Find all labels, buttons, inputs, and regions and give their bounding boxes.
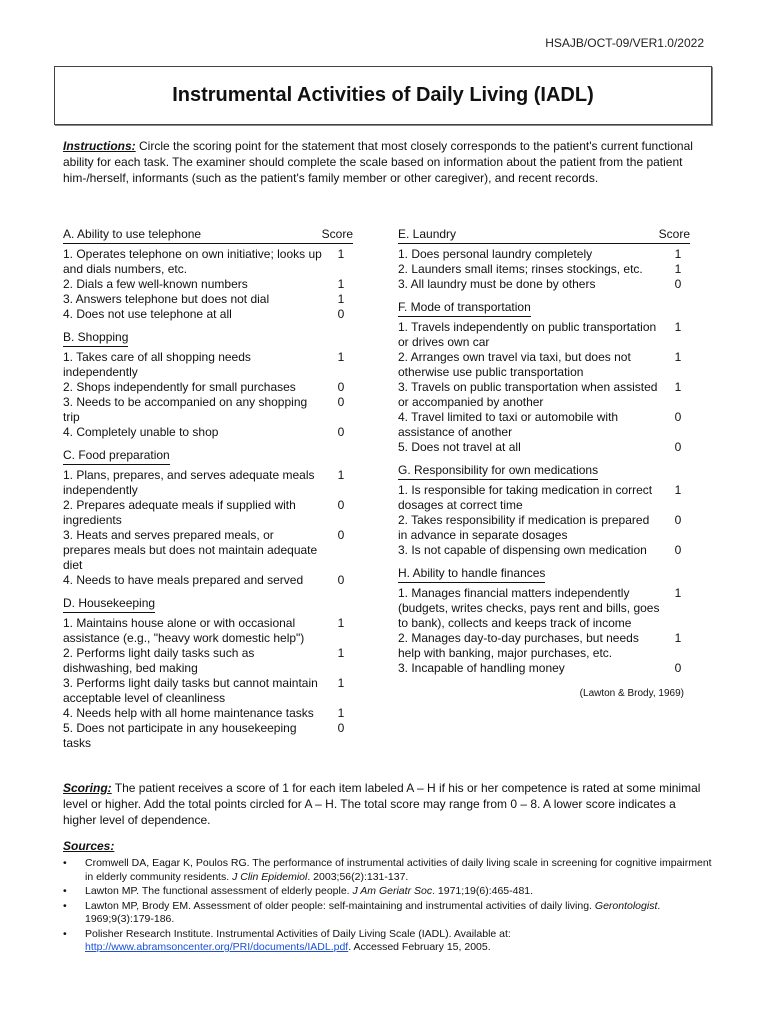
section-title: H. Ability to handle finances bbox=[398, 566, 546, 580]
item-text: 4. Completely unable to shop bbox=[63, 425, 219, 439]
item-text: 3. Needs to be accompanied on any shopping trip bbox=[63, 395, 308, 424]
source-journal: J Am Geriatr Soc bbox=[352, 885, 433, 897]
section-header bbox=[398, 462, 598, 480]
item-text: 3. Incapable of handling money bbox=[398, 661, 565, 675]
item-score[interactable]: 0 bbox=[674, 410, 682, 424]
scale-item bbox=[398, 320, 690, 350]
scale-item bbox=[63, 616, 353, 646]
item-text: 3. Travels on public transportation when assisted or accompanied by another bbox=[398, 380, 658, 409]
item-score[interactable]: 0 bbox=[674, 543, 682, 557]
score-header: Score bbox=[321, 227, 353, 241]
item-score[interactable]: 0 bbox=[337, 498, 345, 512]
item-text: 2. Launders small items; rinses stockings, etc. bbox=[398, 262, 643, 276]
scale-item bbox=[63, 646, 353, 676]
bullet-icon: • bbox=[63, 885, 67, 897]
scale-item bbox=[63, 350, 353, 380]
item-score[interactable]: 1 bbox=[337, 646, 345, 660]
scale-item bbox=[63, 573, 353, 588]
item-score[interactable]: 0 bbox=[337, 721, 345, 735]
source-text: Polisher Research Institute. Instrumental Activities of Daily Living Scale (IADL). Available at: bbox=[85, 927, 511, 940]
source-item bbox=[63, 928, 713, 955]
source-item bbox=[63, 900, 713, 927]
item-text: 2. Arranges own travel via taxi, but does not otherwise use public transportation bbox=[398, 350, 631, 379]
instructions-paragraph bbox=[63, 138, 703, 186]
item-text: 2. Performs light daily tasks such as dishwashing, bed making bbox=[63, 646, 255, 675]
item-score[interactable]: 0 bbox=[337, 573, 345, 587]
section-header bbox=[63, 329, 128, 347]
item-score[interactable]: 1 bbox=[337, 292, 345, 306]
scale-item bbox=[398, 350, 690, 380]
item-text: 1. Travels independently on public transportation or drives own car bbox=[398, 320, 657, 349]
item-text: 2. Dials a few well-known numbers bbox=[63, 277, 248, 291]
item-score[interactable]: 1 bbox=[674, 247, 682, 261]
bullet-icon: • bbox=[63, 857, 67, 869]
section-title: F. Mode of transportation bbox=[398, 300, 531, 314]
scale-item bbox=[63, 307, 353, 322]
item-score[interactable]: 1 bbox=[337, 247, 345, 261]
item-text: 1. Maintains house alone or with occasional assistance (e.g., "heavy work domestic help") bbox=[63, 616, 305, 645]
item-score[interactable]: 1 bbox=[674, 350, 682, 364]
item-score[interactable]: 0 bbox=[674, 661, 682, 675]
scale-item bbox=[63, 277, 353, 292]
section bbox=[63, 329, 353, 440]
source-citation: . 1971;19(6):465-481. bbox=[432, 885, 534, 897]
scale-item bbox=[63, 247, 353, 277]
instructions-label: Instructions: bbox=[63, 139, 136, 153]
item-score[interactable]: 1 bbox=[337, 350, 345, 364]
source-item bbox=[63, 885, 713, 899]
sources-heading: Sources: bbox=[63, 839, 115, 853]
scale-item bbox=[63, 395, 353, 425]
scale-item bbox=[398, 380, 690, 410]
bullet-icon: • bbox=[63, 927, 67, 940]
section bbox=[398, 299, 690, 455]
scoring-text: The patient receives a score of 1 for each item labeled A – H if his or her competence is rated at some minimal level or higher. Add the total points circled for A – H. The total score may range from 0 – 8. A lower score indicates a higher level of dependence. bbox=[63, 781, 701, 827]
item-text: 3. Heats and serves prepared meals, or prepares meals but does not maintain adequate diet bbox=[63, 528, 318, 572]
scale-item bbox=[398, 586, 690, 631]
item-text: 1. Plans, prepares, and serves adequate meals independently bbox=[63, 468, 315, 497]
item-text: 1. Is responsible for taking medication in correct dosages at correct time bbox=[398, 483, 653, 512]
section bbox=[398, 565, 690, 676]
item-text: 1. Does personal laundry completely bbox=[398, 247, 593, 261]
item-score[interactable]: 1 bbox=[674, 483, 682, 497]
item-text: 5. Does not participate in any housekeeping tasks bbox=[63, 721, 297, 750]
section bbox=[398, 226, 690, 292]
item-score[interactable]: 1 bbox=[674, 631, 682, 645]
source-text: Lawton MP, Brody EM. Assessment of older people: self-maintaining and instrumental activities of daily living. bbox=[85, 899, 595, 912]
right-column bbox=[398, 226, 690, 699]
scale-item bbox=[398, 631, 690, 661]
item-text: 3. All laundry must be done by others bbox=[398, 277, 596, 291]
scale-item bbox=[63, 468, 353, 498]
scale-item bbox=[398, 247, 690, 262]
item-score[interactable]: 0 bbox=[337, 425, 345, 439]
scale-item bbox=[398, 277, 690, 292]
scale-item bbox=[398, 661, 690, 676]
score-header: Score bbox=[658, 227, 690, 241]
item-text: 1. Manages financial matters independently (budgets, writes checks, pays rent and bills, goes to bank), collects and keeps track of income bbox=[398, 586, 660, 630]
scoring-label: Scoring: bbox=[63, 781, 112, 795]
section-header bbox=[398, 226, 690, 244]
section-title: E. Laundry bbox=[398, 227, 457, 241]
scale-item bbox=[63, 528, 353, 573]
scale-item bbox=[63, 676, 353, 706]
scale-item bbox=[63, 292, 353, 307]
item-score[interactable]: 0 bbox=[674, 277, 682, 291]
item-text: 5. Does not travel at all bbox=[398, 440, 521, 454]
item-text: 2. Manages day-to-day purchases, but needs help with banking, major purchases, etc. bbox=[398, 631, 639, 660]
section bbox=[398, 462, 690, 558]
page-title: Instrumental Activities of Daily Living (IADL) bbox=[172, 84, 594, 106]
source-citation: . 2003;56(2):131-137. bbox=[307, 870, 409, 883]
item-score[interactable]: 1 bbox=[337, 468, 345, 482]
scale-item bbox=[398, 440, 690, 455]
section-title: D. Housekeeping bbox=[63, 596, 156, 610]
scale-item bbox=[398, 410, 690, 440]
item-score[interactable]: 1 bbox=[337, 706, 345, 720]
item-text: 4. Needs help with all home maintenance tasks bbox=[63, 706, 314, 720]
item-text: 4. Travel limited to taxi or automobile with assistance of another bbox=[398, 410, 619, 439]
item-text: 3. Is not capable of dispensing own medication bbox=[398, 543, 647, 557]
section bbox=[63, 595, 353, 751]
item-text: 3. Answers telephone but does not dial bbox=[63, 292, 270, 306]
instructions-text: Circle the scoring point for the statement that most closely corresponds to the patient's current functional ability for each task. The examiner should complete the scale based on information about the patient from the patient him-/herself, informants (such as the patient's family member or other caregiver), and recent records. bbox=[63, 139, 693, 185]
source-text: Cromwell DA, Eagar K, Poulos RG. The performance of instrumental activities of daily living scale in screening for cognitive impairment in elderly community residents. bbox=[85, 857, 712, 883]
source-citation: . 1969;9(3):179-186. bbox=[85, 899, 661, 925]
source-text: Lawton MP. The functional assessment of elderly people. bbox=[85, 885, 353, 897]
item-text: 4. Does not use telephone at all bbox=[63, 307, 232, 321]
item-score[interactable]: 0 bbox=[674, 513, 682, 527]
item-text: 4. Needs to have meals prepared and served bbox=[63, 573, 304, 587]
scale-item bbox=[63, 498, 353, 528]
section bbox=[63, 226, 353, 322]
item-score[interactable]: 0 bbox=[674, 440, 682, 454]
section-title: A. Ability to use telephone bbox=[63, 227, 202, 241]
title-box bbox=[54, 66, 712, 125]
item-score[interactable]: 1 bbox=[337, 616, 345, 630]
scale-item bbox=[63, 425, 353, 440]
item-score[interactable]: 1 bbox=[674, 586, 682, 600]
document-code: HSAJB/OCT-09/VER1.0/2022 bbox=[545, 36, 704, 50]
scale-item bbox=[398, 483, 690, 513]
section-title: B. Shopping bbox=[63, 330, 129, 344]
section-header bbox=[63, 226, 353, 244]
scale-item bbox=[398, 513, 690, 543]
item-text: 2. Takes responsibility if medication is prepared in advance in separate dosages bbox=[398, 513, 650, 542]
section-title: G. Responsibility for own medications bbox=[398, 463, 599, 477]
item-score[interactable]: 1 bbox=[337, 676, 345, 690]
scoring-paragraph bbox=[63, 780, 703, 828]
item-score[interactable]: 0 bbox=[337, 395, 345, 409]
item-score[interactable]: 0 bbox=[337, 380, 345, 394]
scale-item bbox=[398, 262, 690, 277]
item-score[interactable]: 1 bbox=[674, 320, 682, 334]
section bbox=[63, 447, 353, 588]
left-column bbox=[63, 226, 353, 758]
section-header bbox=[63, 595, 155, 613]
item-score[interactable]: 1 bbox=[674, 262, 682, 276]
item-text: 1. Operates telephone on own initiative; looks up and dials numbers, etc. bbox=[63, 247, 322, 276]
scale-item bbox=[398, 543, 690, 558]
source-link[interactable]: http://www.abramsoncenter.org/PRI/documents/IADL.pdf bbox=[85, 941, 349, 953]
item-score[interactable]: 1 bbox=[337, 277, 345, 291]
sources-list bbox=[63, 857, 713, 956]
source-journal: J Clin Epidemiol bbox=[232, 870, 308, 883]
item-text: 1. Takes care of all shopping needs independently bbox=[63, 350, 251, 379]
scale-item bbox=[63, 706, 353, 721]
section-title: C. Food preparation bbox=[63, 448, 170, 462]
bullet-icon: • bbox=[63, 899, 67, 912]
item-score[interactable]: 0 bbox=[337, 307, 345, 321]
scale-item bbox=[63, 380, 353, 395]
scale-item bbox=[63, 721, 353, 751]
source-journal: Gerontologist bbox=[594, 899, 658, 912]
section-header bbox=[398, 299, 531, 317]
source-accessed: . Accessed February 15, 2005. bbox=[348, 941, 491, 953]
item-score[interactable]: 0 bbox=[337, 528, 345, 542]
item-score[interactable]: 1 bbox=[674, 380, 682, 394]
item-text: 2. Prepares adequate meals if supplied with ingredients bbox=[63, 498, 296, 527]
citation: (Lawton & Brody, 1969) bbox=[579, 688, 684, 699]
section-header bbox=[398, 565, 545, 583]
source-item bbox=[63, 857, 713, 884]
section-header bbox=[63, 447, 170, 465]
item-text: 2. Shops independently for small purchases bbox=[63, 380, 296, 394]
item-text: 3. Performs light daily tasks but cannot maintain acceptable level of cleanliness bbox=[63, 676, 318, 705]
